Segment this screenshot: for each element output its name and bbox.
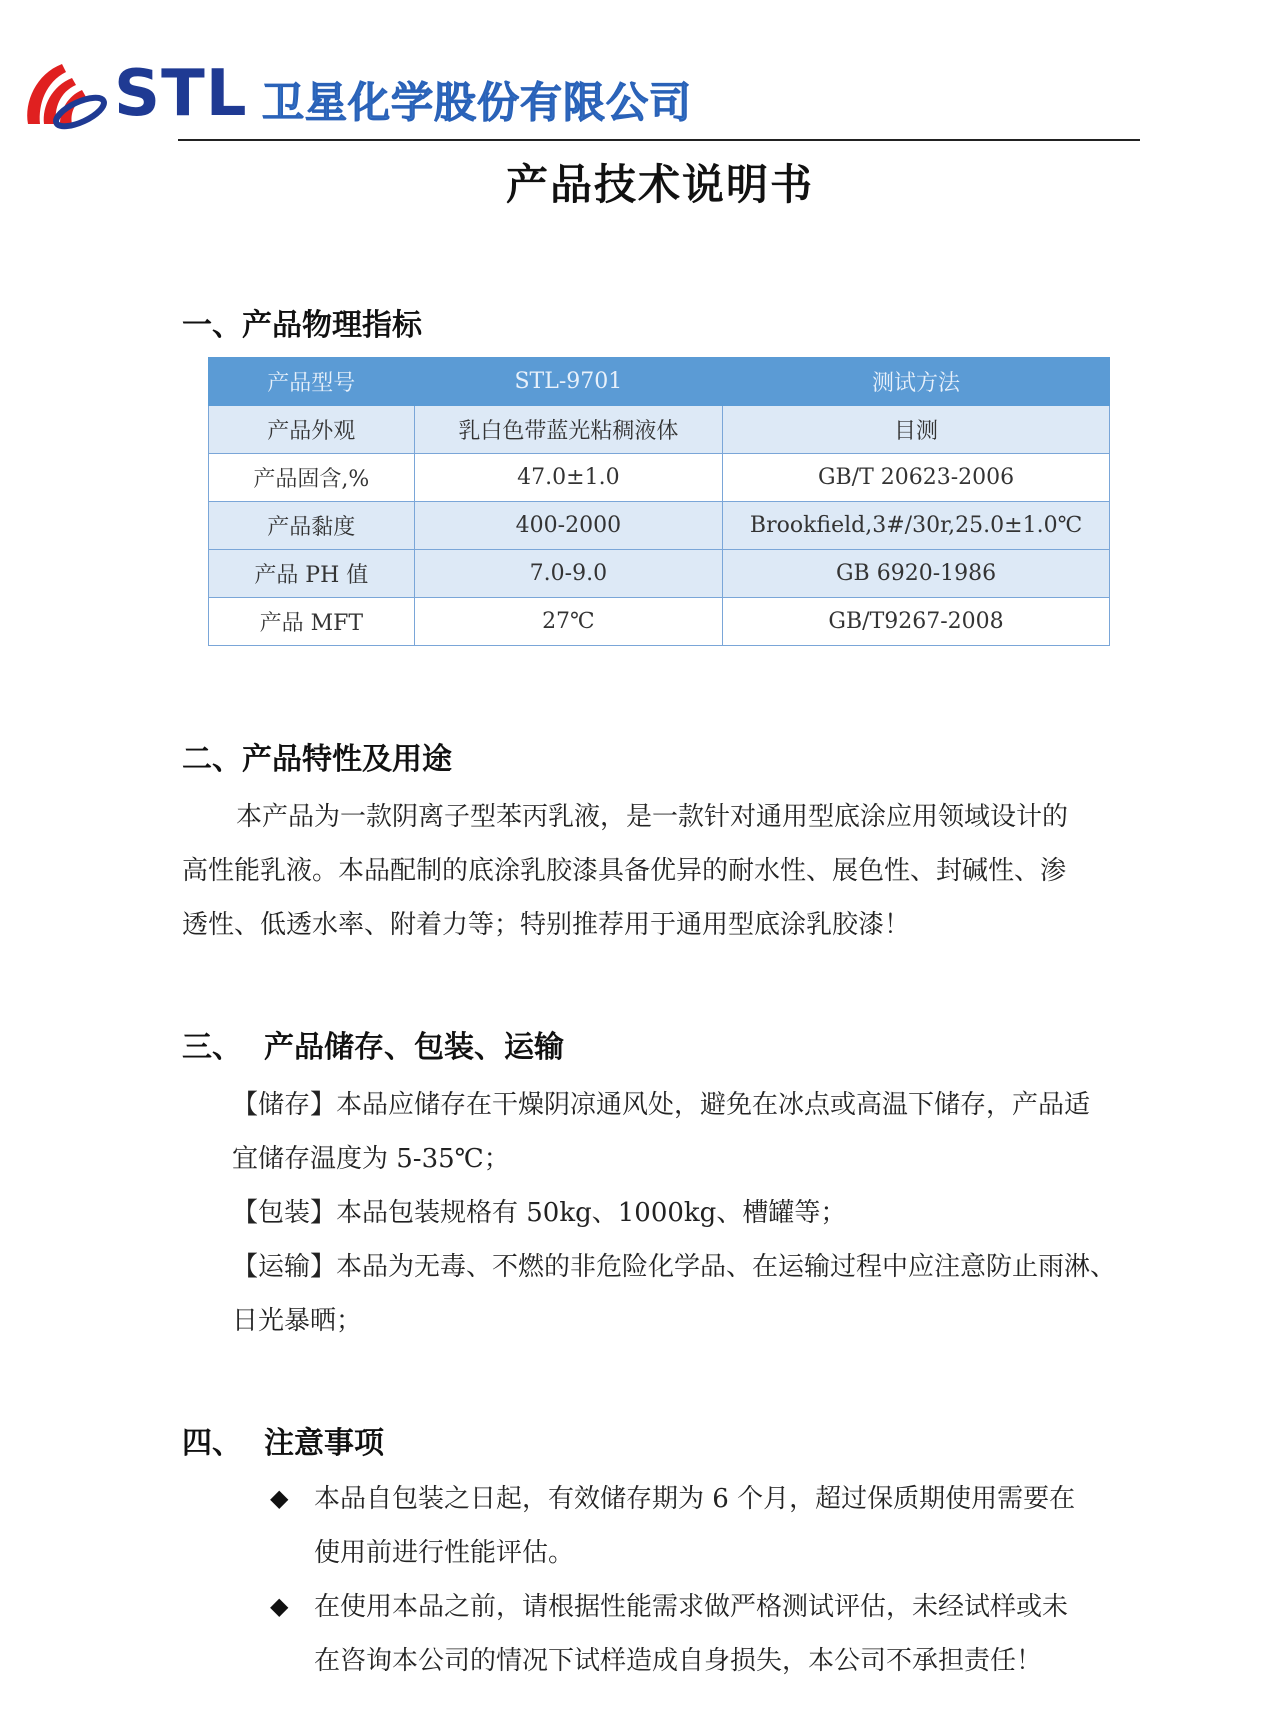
table-cell: GB/T 20623-2006: [723, 454, 1110, 502]
table-header-cell: 测试方法: [723, 358, 1110, 406]
section-3-line: 宜储存温度为 5-35℃；: [232, 1144, 510, 1174]
table-row: [209, 406, 1110, 454]
table-cell: GB 6920-1986: [723, 550, 1110, 598]
table-row: [209, 550, 1110, 598]
header-divider: [178, 139, 1140, 141]
table-header-row: [209, 358, 1110, 406]
section-2-line: 高性能乳液。本品配制的底涂乳胶漆具备优异的耐水性、展色性、封碱性、渗: [182, 856, 1067, 886]
table-cell: 目测: [723, 406, 1110, 454]
table-row: [209, 598, 1110, 646]
section-3-line: 【包装】本品包装规格有 50kg、1000kg、槽罐等；: [232, 1198, 847, 1228]
spec-table: [208, 357, 1110, 646]
notice-item-line: 在咨询本公司的情况下试样造成自身损失，本公司不承担责任！: [314, 1646, 1043, 1676]
table-cell: 27℃: [414, 598, 722, 646]
section-3-heading: 产品储存、包装、运输: [264, 1030, 564, 1065]
diamond-bullet-icon: ◆: [270, 1592, 289, 1620]
section-3-line: 【储存】本品应储存在干燥阴凉通风处，避免在冰点或高温下储存，产品适: [232, 1090, 1091, 1120]
section-1-heading: 一、产品物理指标: [182, 308, 422, 343]
section-4-heading-number: 四、: [182, 1426, 242, 1461]
table-cell: 产品 PH 值: [209, 550, 415, 598]
table-cell: 7.0-9.0: [414, 550, 722, 598]
table-cell: Brookfield,3#/30r,25.0±1.0℃: [723, 502, 1110, 550]
section-3-line: 【运输】本品为无毒、不燃的非危险化学品、在运输过程中应注意防止雨淋、: [232, 1252, 1117, 1282]
section-4-heading: 注意事项: [264, 1426, 384, 1461]
section-2-line: 透性、低透水率、附着力等；特别推荐用于通用型底涂乳胶漆！: [182, 910, 911, 940]
table-cell: 产品黏度: [209, 502, 415, 550]
notice-item-line: 本品自包装之日起，有效储存期为 6 个月，超过保质期使用需要在: [314, 1484, 1076, 1514]
table-cell: 产品 MFT: [209, 598, 415, 646]
section-3-line: 日光暴晒；: [232, 1306, 363, 1336]
logo-swoosh-icon: [18, 52, 114, 132]
stl-logo: [18, 52, 248, 132]
section-3-heading-number: 三、: [182, 1030, 242, 1065]
section-2-line: 本产品为一款阴离子型苯丙乳液，是一款针对通用型底涂应用领域设计的: [236, 802, 1069, 832]
table-cell: 400-2000: [414, 502, 722, 550]
table-cell: 产品外观: [209, 406, 415, 454]
logo-text: STL: [114, 57, 248, 131]
company-name: 卫星化学股份有限公司: [262, 78, 693, 127]
table-header-cell: 产品型号: [209, 358, 415, 406]
table-cell: 乳白色带蓝光粘稠液体: [414, 406, 722, 454]
notice-item-line: 使用前进行性能评估。: [314, 1538, 575, 1568]
diamond-bullet-icon: ◆: [270, 1484, 289, 1512]
table-cell: GB/T9267-2008: [723, 598, 1110, 646]
table-cell: 47.0±1.0: [414, 454, 722, 502]
document-title: 产品技术说明书: [505, 160, 814, 209]
table-header-cell: STL-9701: [414, 358, 722, 406]
notice-item-line: 在使用本品之前，请根据性能需求做严格测试评估，未经试样或未: [314, 1592, 1069, 1622]
table-row: [209, 454, 1110, 502]
table-cell: 产品固含,%: [209, 454, 415, 502]
section-2-heading: 二、产品特性及用途: [182, 742, 452, 777]
table-row: [209, 502, 1110, 550]
